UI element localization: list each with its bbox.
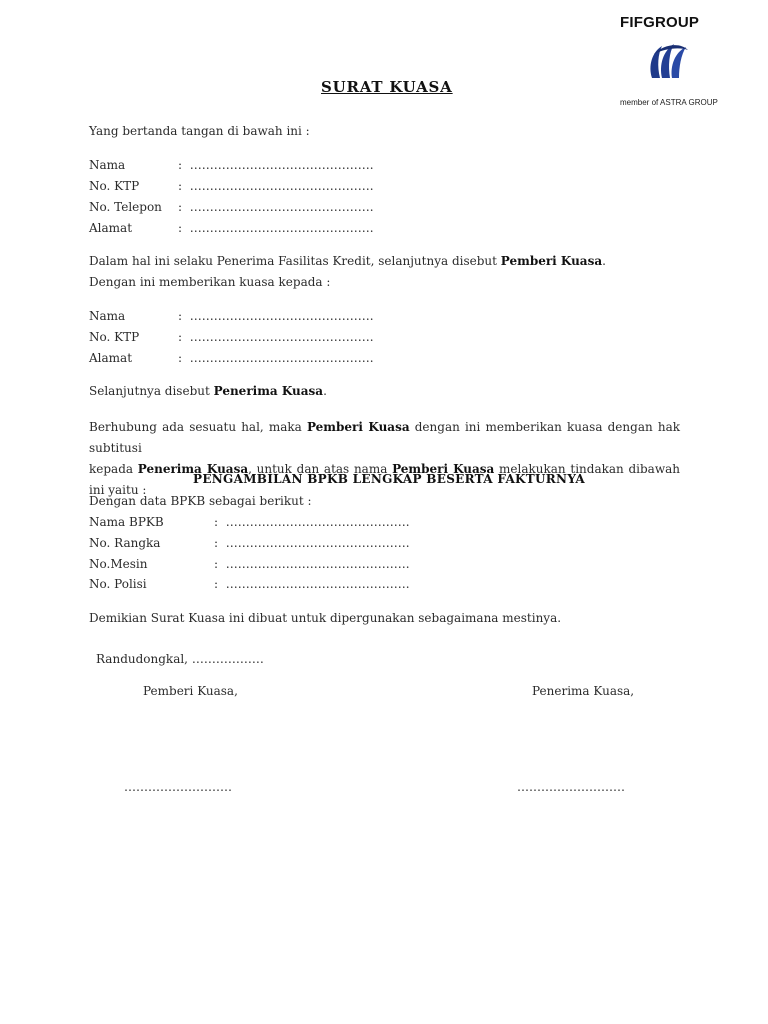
bpkb-engine-value: : ………………………………………. xyxy=(214,557,410,571)
purpose-line-2: kepada Penerima Kuasa, untuk dan atas nama Pemberi Kuasa melakukan tindakan dibawah ini yaitu : xyxy=(89,462,680,497)
grantor-phone-label: No. Telepon xyxy=(89,200,162,214)
grantee-signature-line: ……………………… xyxy=(517,780,625,794)
section-heading: PENGAMBILAN BPKB LENGKAP BESERTA FAKTURNYA xyxy=(193,472,586,486)
grantor-address-label: Alamat xyxy=(89,221,133,235)
grantor-name-label: Nama xyxy=(89,158,126,172)
grantee-address-label: Alamat xyxy=(89,351,133,365)
grantee-ktp-label: No. KTP xyxy=(89,330,140,344)
grantee-signature-label: Penerima Kuasa, xyxy=(532,684,635,698)
bpkb-chassis-value: : ………………………………………. xyxy=(214,536,410,550)
grant-line: Dengan ini memberikan kuasa kepada : xyxy=(89,275,331,289)
grantor-ktp-value: : ………………………………………. xyxy=(178,179,374,193)
closing-statement: Demikian Surat Kuasa ini dibuat untuk dipergunakan sebagaimana mestinya. xyxy=(89,611,562,625)
grantor-statement: Dalam hal ini selaku Penerima Fasilitas Kredit, selanjutnya disebut Pemberi Kuasa. xyxy=(89,254,606,268)
bpkb-name-value: : ………………………………………. xyxy=(214,515,410,529)
grantee-name-label: Nama xyxy=(89,309,126,323)
purpose-paragraph xyxy=(89,417,680,501)
grantee-address-value: : ………………………………………. xyxy=(178,351,374,365)
grantor-signature-line: ……………………… xyxy=(124,780,232,794)
purpose-line-1: Berhubung ada sesuatu hal, maka Pemberi Kuasa dengan ini memberikan kuasa dengan hak subtitusi xyxy=(89,420,680,455)
logo-tagline: member of ASTRA GROUP xyxy=(620,98,718,107)
bpkb-plate-value: : ………………………………………. xyxy=(214,577,410,591)
bpkb-chassis-label: No. Rangka xyxy=(89,536,161,550)
grantee-ktp-value: : ………………………………………. xyxy=(178,330,374,344)
bpkb-name-label: Nama BPKB xyxy=(89,515,164,529)
document-title: SURAT KUASA xyxy=(321,78,453,96)
place-date: Randudongkal, ……………… xyxy=(96,652,264,666)
grantor-ktp-label: No. KTP xyxy=(89,179,140,193)
grantee-name-value: : ………………………………………. xyxy=(178,309,374,323)
brand-name: FIFGROUP xyxy=(620,14,700,31)
bpkb-engine-label: No.Mesin xyxy=(89,557,148,571)
fifgroup-logo-icon xyxy=(646,38,692,86)
grantor-name-value: : ………………………………………. xyxy=(178,158,374,172)
intro-text: Yang bertanda tangan di bawah ini : xyxy=(89,124,310,138)
grantee-statement: Selanjutnya disebut Penerima Kuasa. xyxy=(89,384,327,398)
bpkb-plate-label: No. Polisi xyxy=(89,577,147,591)
grantor-phone-value: : ………………………………………. xyxy=(178,200,374,214)
bpkb-intro: Dengan data BPKB sebagai berikut : xyxy=(89,494,312,508)
grantor-address-value: : ………………………………………. xyxy=(178,221,374,235)
grantor-signature-label: Pemberi Kuasa, xyxy=(143,684,238,698)
